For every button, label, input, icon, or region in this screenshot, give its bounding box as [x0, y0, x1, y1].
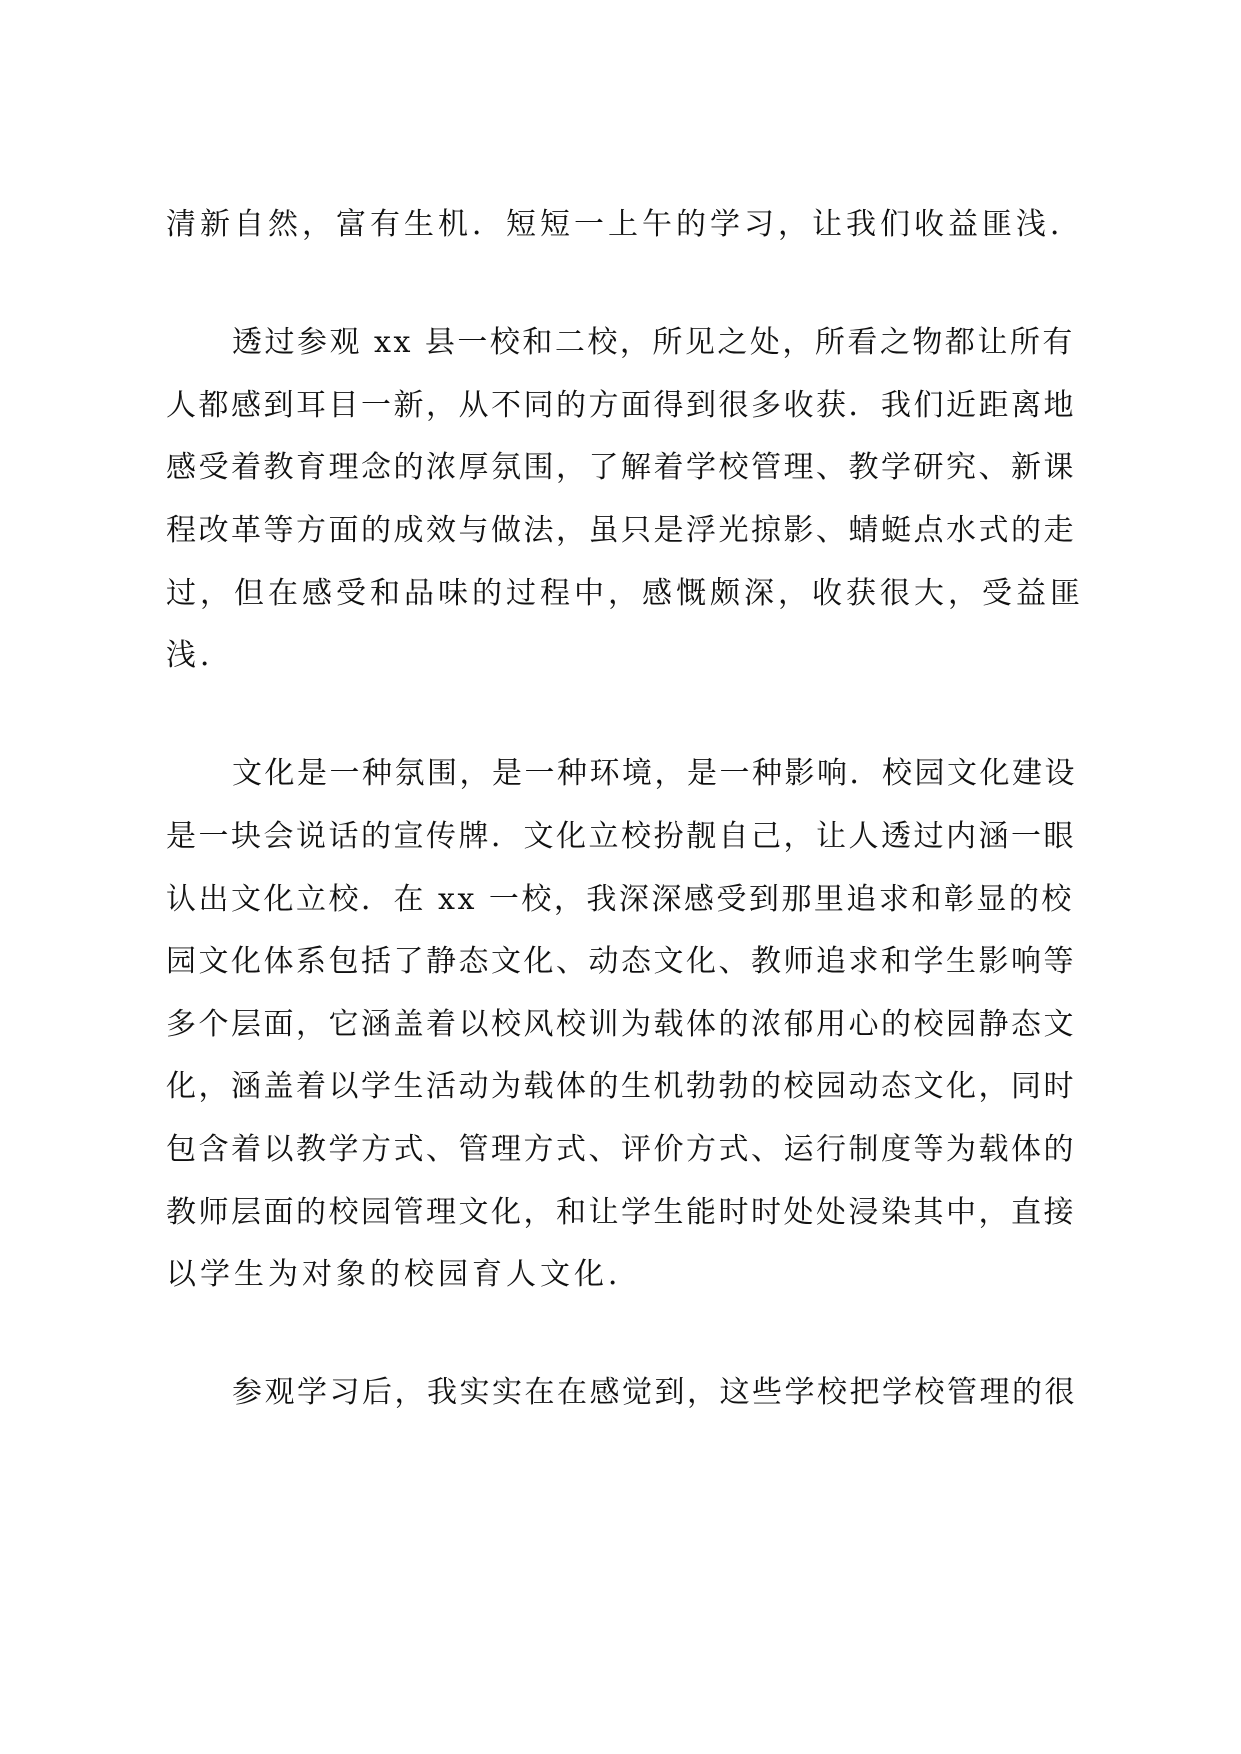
text-line: 化，涵盖着以学生活动为载体的生机勃勃的校园动态文化，同时 [166, 1069, 1076, 1104]
text-line: 清新自然，富有生机．短短一上午的学习，让我们收益匪浅． [166, 207, 1084, 242]
text-line: 教师层面的校园管理文化，和让学生能时时处处浸染其中，直接 [166, 1195, 1076, 1230]
text-line: 以学生为对象的校园育人文化． [166, 1257, 642, 1292]
text-line: 浅． [166, 638, 234, 673]
text-line: 过，但在感受和品味的过程中，感慨颇深，收获很大，受益匪 [166, 576, 1084, 611]
text-line: 感受着教育理念的浓厚氛围，了解着学校管理、教学研究、新课 [166, 450, 1076, 485]
text-line: 人都感到耳目一新，从不同的方面得到很多收获．我们近距离地 [166, 388, 1076, 423]
text-line: 程改革等方面的成效与做法，虽只是浮光掠影、蜻蜓点水式的走 [166, 513, 1076, 548]
text-line: 多个层面，它涵盖着以校风校训为载体的浓郁用心的校园静态文 [166, 1007, 1076, 1042]
text-line: 文化是一种氛围，是一种环境，是一种影响．校园文化建设 [232, 756, 1077, 791]
text-line: 园文化体系包括了静态文化、动态文化、教师追求和学生影响等 [166, 944, 1076, 979]
text-line: 是一块会说话的宣传牌．文化立校扮靓自己，让人透过内涵一眼 [166, 819, 1076, 854]
text-line: 包含着以教学方式、管理方式、评价方式、运行制度等为载体的 [166, 1132, 1076, 1167]
text-line: 参观学习后，我实实在在感觉到，这些学校把学校管理的很 [232, 1375, 1077, 1410]
text-line: 认出文化立校．在 xx 一校，我深深感受到那里追求和彰显的校 [166, 882, 1074, 917]
text-line: 透过参观 xx 县一校和二校，所见之处，所看之物都让所有 [232, 325, 1075, 360]
